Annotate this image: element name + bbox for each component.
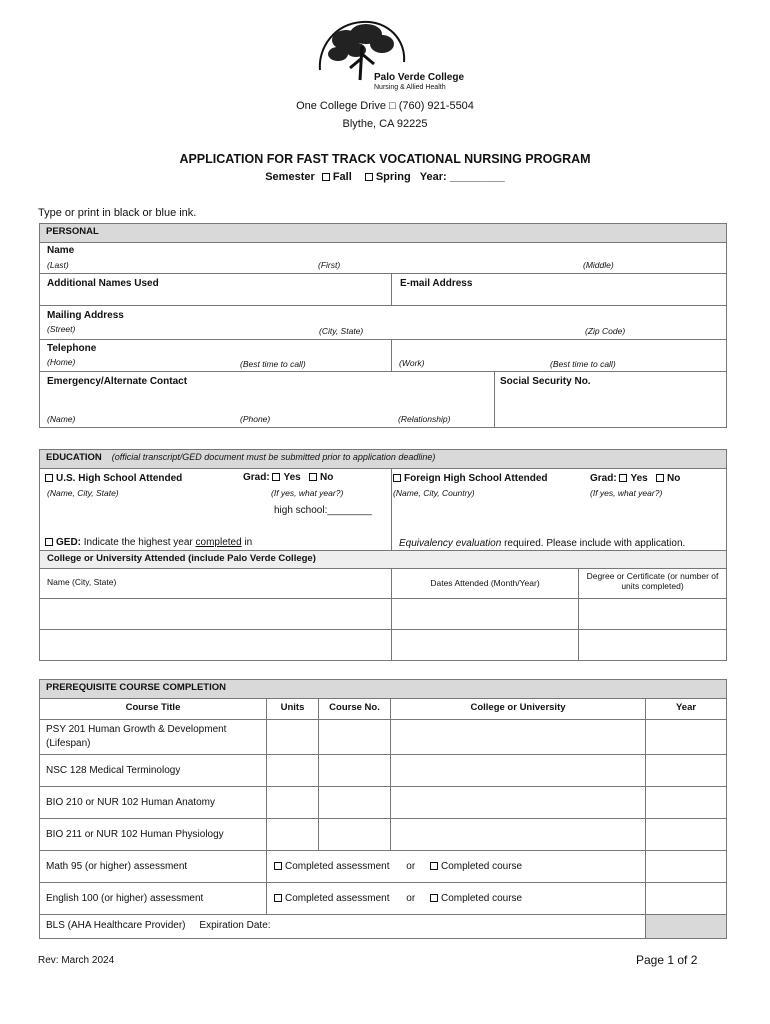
name-city-state-label: (Name, City, State) [47, 488, 119, 498]
prerequisite-section [39, 679, 727, 939]
best-time-work-label: (Best time to call) [550, 359, 616, 369]
address-line-1: One College Drive □ (760) 921-5504 [296, 100, 474, 112]
revision-date: Rev: March 2024 [38, 955, 115, 966]
mailing-label: Mailing Address [47, 310, 124, 321]
col-course-no: Course No. [319, 699, 391, 720]
us-hs-checkbox[interactable] [45, 474, 53, 482]
education-title: EDUCATION [46, 452, 102, 463]
course-psy201: PSY 201 Human Growth & Development (Lifespan) [40, 720, 267, 755]
grad-label: Grad: [243, 472, 270, 483]
english-course-checkbox[interactable] [430, 894, 438, 902]
physiology-course-no[interactable] [319, 819, 391, 851]
name-city-country-label: (Name, City, Country) [393, 488, 475, 498]
anatomy-year[interactable] [646, 787, 727, 819]
address-line-2: Blythe, CA 92225 [342, 118, 428, 130]
math-assessment-checkbox[interactable] [274, 862, 282, 870]
semester-line [0, 171, 770, 183]
email-label: E-mail Address [400, 278, 473, 289]
personal-header: PERSONAL [40, 224, 727, 243]
equivalency-text: required. Please include with application. [504, 538, 686, 549]
foreign-high-school-field[interactable] [392, 469, 727, 551]
english-assessment-checkbox[interactable] [274, 894, 282, 902]
yes-label-2: Yes [630, 473, 648, 484]
anatomy-course-no[interactable] [319, 787, 391, 819]
page-number: Page 1 of 2 [636, 953, 698, 967]
yes-label: Yes [283, 472, 301, 483]
us-grad-options [243, 472, 333, 483]
ged-line [45, 537, 252, 548]
college-degree-col: Degree or Certificate (or number of units completed) [579, 569, 727, 599]
math-completion-options [267, 851, 646, 883]
emergency-contact-field[interactable] [40, 372, 495, 428]
anatomy-units[interactable] [267, 787, 319, 819]
home-label: (Home) [47, 357, 76, 367]
telephone-label: Telephone [47, 343, 97, 354]
college-row-2-dates[interactable] [392, 630, 579, 661]
col-units: Units [267, 699, 319, 720]
high-school-year-field[interactable]: high school:________ [274, 505, 372, 516]
course-physiology: BIO 211 or NUR 102 Human Physiology [40, 819, 267, 851]
work-label: (Work) [399, 358, 425, 368]
spring-label: Spring [375, 171, 411, 183]
psy201-college[interactable] [391, 720, 646, 755]
ssn-field[interactable] [495, 372, 727, 428]
psy201-units[interactable] [267, 720, 319, 755]
grad-label-2: Grad: [590, 473, 617, 484]
no-label-2: No [667, 473, 681, 484]
college-division: Nursing & Allied Health [374, 84, 446, 91]
foreign-hs-label [393, 473, 548, 484]
ec-name-label: (Name) [47, 414, 76, 424]
college-name: Palo Verde College [374, 72, 465, 83]
college-row-1-name[interactable] [40, 599, 392, 630]
english-year[interactable] [646, 883, 727, 915]
zip-label: (Zip Code) [585, 326, 626, 336]
bls-expiration-field[interactable]: BLS (AHA Healthcare Provider) Expiration Date: [40, 915, 646, 939]
fall-label: Fall [332, 171, 352, 183]
college-logo [316, 18, 466, 96]
nsc128-course-no[interactable] [319, 755, 391, 787]
bls-shaded-cell [646, 915, 727, 939]
college-row-2-degree[interactable] [579, 630, 727, 661]
mailing-address-field[interactable] [40, 306, 727, 340]
physiology-year[interactable] [646, 819, 727, 851]
english-completed-assessment: Completed assessment [285, 893, 390, 904]
ged-completed: completed [195, 537, 242, 548]
college-name-col: Name (City, State) [40, 569, 392, 599]
year-field[interactable]: Year: _________ [419, 171, 505, 183]
english-completed-course: Completed course [440, 893, 523, 904]
us-grad-no-checkbox[interactable] [309, 473, 317, 481]
ged-label: GED: [56, 537, 81, 548]
additional-names-label: Additional Names Used [47, 278, 159, 289]
math-course-checkbox[interactable] [430, 862, 438, 870]
nsc128-units[interactable] [267, 755, 319, 787]
city-state-label: (City, State) [319, 326, 364, 336]
best-time-label: (Best time to call) [240, 359, 306, 369]
ec-phone-label: (Phone) [240, 414, 271, 424]
middle-label: (Middle) [583, 260, 614, 270]
foreign-grad-yes-checkbox[interactable] [619, 474, 627, 482]
education-note: (official transcript/GED document must be submitted prior to application deadline) [111, 452, 436, 462]
ged-checkbox[interactable] [45, 538, 53, 546]
course-anatomy: BIO 210 or NUR 102 Human Anatomy [40, 787, 267, 819]
college-row-1-dates[interactable] [392, 599, 579, 630]
additional-names-field[interactable] [40, 274, 392, 306]
college-row-2-name[interactable] [40, 630, 392, 661]
email-field[interactable] [392, 274, 727, 306]
college-row-1-degree[interactable] [579, 599, 727, 630]
fall-checkbox[interactable] [322, 173, 330, 181]
ink-instruction: Type or print in black or blue ink. [38, 207, 197, 219]
nsc128-college[interactable] [391, 755, 646, 787]
us-grad-yes-checkbox[interactable] [272, 473, 280, 481]
psy201-year[interactable] [646, 720, 727, 755]
physiology-college[interactable] [391, 819, 646, 851]
equivalency-italic: Equivalency evaluation [399, 538, 502, 549]
ssn-label: Social Security No. [500, 376, 591, 387]
col-year: Year [646, 699, 727, 720]
prerequisite-header: PREREQUISITE COURSE COMPLETION [40, 680, 727, 699]
telephone-work-field[interactable] [392, 340, 727, 372]
col-course-title: Course Title [40, 699, 267, 720]
if-yes-label-2: (If yes, what year?) [590, 488, 663, 498]
education-section [39, 449, 727, 661]
semester-label: Semester [265, 171, 315, 183]
no-label: No [320, 472, 334, 483]
us-hs-label [45, 473, 182, 484]
us-high-school-field[interactable] [40, 469, 392, 551]
equivalency-line [399, 538, 685, 549]
college-header: College or University Attended (include Palo Verde College) [40, 551, 727, 569]
ged-text: Indicate the highest year [83, 537, 193, 548]
us-hs-text: U.S. High School Attended [56, 473, 183, 484]
ec-relationship-label: (Relationship) [398, 414, 451, 424]
col-college: College or University [391, 699, 646, 720]
psy201-course-no[interactable] [319, 720, 391, 755]
name-label: Name [47, 245, 75, 256]
math-completed-course: Completed course [440, 861, 523, 872]
math-completed-assessment: Completed assessment [285, 861, 390, 872]
math-assessment: Math 95 (or higher) assessment [40, 851, 267, 883]
english-assessment: English 100 (or higher) assessment [40, 883, 267, 915]
foreign-grad-options [590, 473, 680, 484]
personal-section [39, 223, 727, 428]
foreign-hs-checkbox[interactable] [393, 474, 401, 482]
last-label: (Last) [47, 260, 69, 270]
college-dates-col: Dates Attended (Month/Year) [392, 569, 579, 599]
foreign-hs-text: Foreign High School Attended [404, 473, 548, 484]
english-or: or [406, 893, 416, 904]
form-title: APPLICATION FOR FAST TRACK VOCATIONAL NURSING PROGRAM [179, 152, 591, 166]
first-label: (First) [318, 260, 341, 270]
education-header [40, 450, 727, 469]
if-yes-label: (If yes, what year?) [271, 488, 344, 498]
math-or: or [406, 861, 416, 872]
ged-in: in [244, 537, 253, 548]
nsc128-year[interactable] [646, 755, 727, 787]
spring-checkbox[interactable] [365, 173, 373, 181]
anatomy-college[interactable] [391, 787, 646, 819]
street-label: (Street) [47, 324, 76, 334]
emergency-label: Emergency/Alternate Contact [47, 376, 188, 387]
math-year[interactable] [646, 851, 727, 883]
name-field[interactable] [40, 243, 727, 274]
physiology-units[interactable] [267, 819, 319, 851]
foreign-grad-no-checkbox[interactable] [656, 474, 664, 482]
course-nsc128: NSC 128 Medical Terminology [40, 755, 267, 787]
telephone-home-field[interactable] [40, 340, 392, 372]
english-completion-options [267, 883, 646, 915]
